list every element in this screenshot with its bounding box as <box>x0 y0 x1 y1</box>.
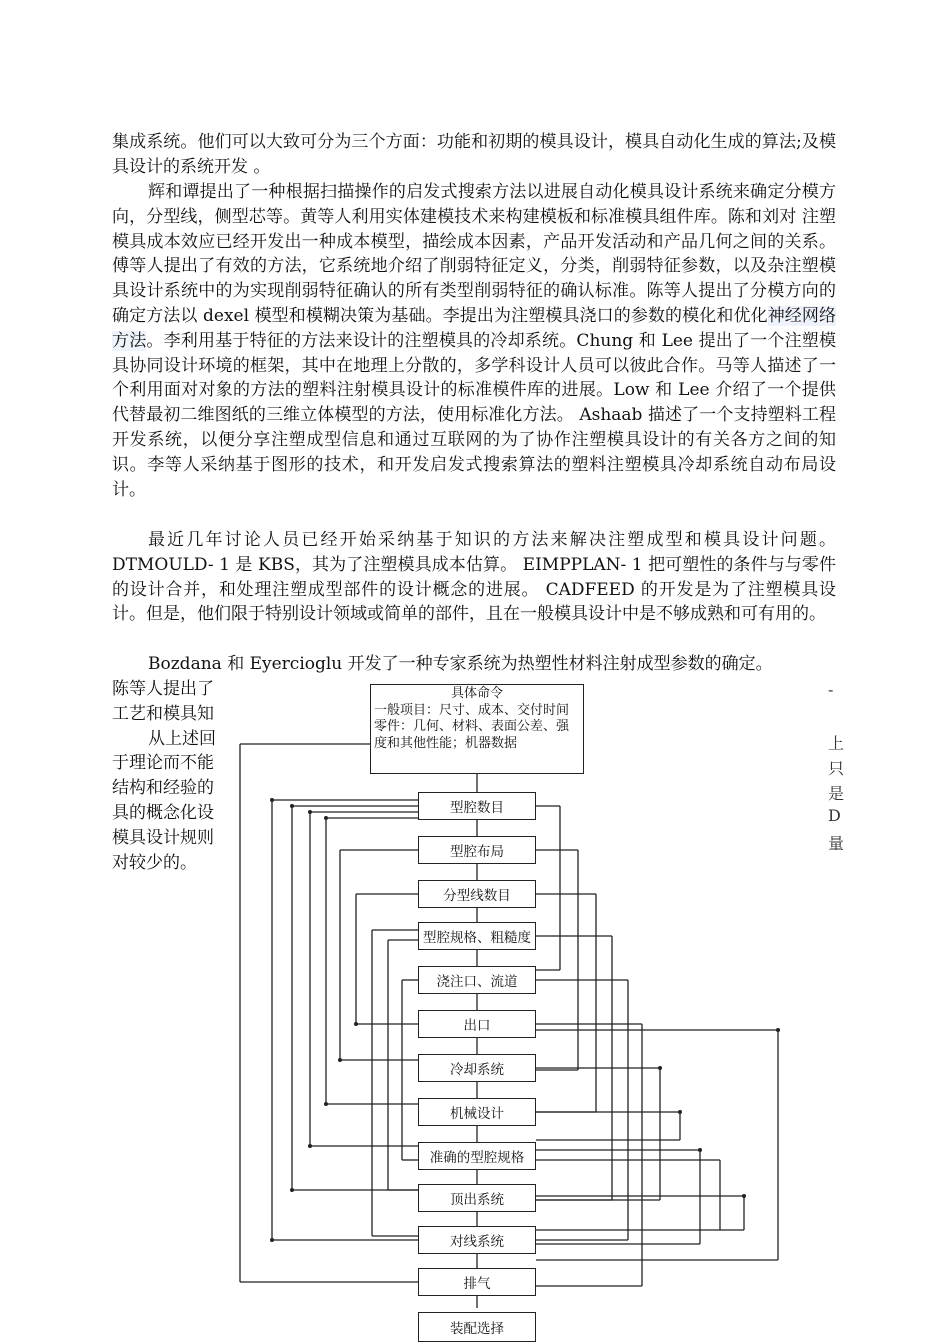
right-fragment: 只 <box>828 759 845 778</box>
step-cavity-layout <box>418 836 536 864</box>
step-gate-runner <box>418 966 536 994</box>
highlighted-term: 神经网络方法 <box>112 305 836 351</box>
step-label: 型腔布局 <box>450 844 504 860</box>
side-line: 结构和经验的 <box>112 778 214 799</box>
step-parting-line-count <box>418 880 536 908</box>
right-fragment: 量 <box>828 834 845 853</box>
step-label: 型腔规格、粗糙度 <box>423 930 531 946</box>
paragraph-2-part-b: 。李利用基于特征的方法来设计的注塑模具的冷却系统。Chung 和 Lee 提出了一个注塑模具协同设计环境的框架，其中在地理上分散的，多学科设计人员可以彼此合作。马等人描述了一个利用面对对象的方法的塑料注射模具设计的标准模件库的进展。Low 和 Lee 介绍了一个提供代替最初二维图纸的三维立体模型的方法，使用标准化方法。 Ashaab 描述了一个支持塑料工程开发系统，以便分享注塑成型信息和通过互联网的为了协作注塑模具设计的有关各方之间的知识。李等人采纳基于图形的技术，和开发启发式搜索算法的塑料注塑模具冷却系统自动布局设计。 <box>112 330 837 500</box>
paragraph-4: Bozdana 和 Eyercioglu 开发了一种专家系统为热塑性材料注射成型参数的确定。 <box>148 654 773 674</box>
side-line: 模具设计规则 <box>112 827 214 848</box>
step-label: 顶出系统 <box>450 1192 504 1208</box>
spec-general-items: 一般项目：尺寸、成本、交付时间 <box>374 702 570 718</box>
step-label: 冷却系统 <box>450 1062 504 1078</box>
side-line: 工艺和模具知 <box>112 703 214 724</box>
step-label: 装配选择 <box>450 1321 504 1337</box>
specification-box <box>370 684 584 774</box>
step-label: 准确的型腔规格 <box>429 1150 525 1166</box>
step-assembly-selection <box>418 1312 536 1342</box>
step-cavity-count <box>418 792 536 820</box>
step-precise-cavity-spec <box>418 1142 536 1170</box>
step-label: 型腔数目 <box>450 800 504 816</box>
step-label: 排气 <box>463 1276 491 1292</box>
step-ejection-system <box>418 1184 536 1212</box>
side-line: 具的概念化设 <box>112 802 214 823</box>
right-fragment: - <box>828 680 834 699</box>
step-outlet <box>418 1010 536 1038</box>
step-cavity-spec-roughness <box>418 922 536 950</box>
side-line: 从上述回 <box>148 728 216 749</box>
step-cooling-system <box>418 1054 536 1082</box>
right-fragment: 是 <box>828 784 845 803</box>
spec-title: 具体命令 <box>450 686 503 701</box>
step-label: 浇注口、流道 <box>436 974 518 990</box>
step-label: 机械设计 <box>450 1106 504 1122</box>
paragraph-1: 集成系统。他们可以大致可分为三个方面：功能和初期的模具设计，模具自动化生成的算法;及模具设计的系统开发 。 <box>112 132 836 177</box>
step-alignment-system <box>418 1226 536 1254</box>
step-label: 对线系统 <box>450 1234 504 1250</box>
paragraph-2-part-a: 辉和谭提出了一种根据扫描操作的启发式搜索方法以进展自动化模具设计系统来确定分模方向，分型线，侧型芯等。黄等人利用实体建模技术来构建模板和标准模具组件库。陈和刘对 注塑模具成本效应已经开发出一种成本模型，描绘成本因素，产品开发活动和产品几何之间的关系。傅等人提出了有效的方法，它系统地介绍了削弱特征定义，分类，削弱特征参数，以及杂注塑模具设计系统中的为实现削弱特征确认的所有类型削弱特征的确认标准。陈等人提出了分模方向的确定方法以 dexel 模型和模糊决策为基础。李提出为注塑模具浇口的参数的模化和优化 <box>112 182 836 326</box>
step-venting <box>418 1268 536 1296</box>
side-line: 陈等人提出了 <box>112 679 214 699</box>
step-label: 出口 <box>463 1018 491 1034</box>
step-mechanical-design <box>418 1098 536 1126</box>
right-fragment: 上 <box>828 734 845 753</box>
spec-part-items: 零件：几何、材料、表面公差、强度和其他性能；机器数据 <box>374 719 570 751</box>
paragraph-3: 最近几年讨论人员已经开始采纳基于知识的方法来解决注塑成型和模具设计问题。 DTMOULD- 1 是 KBS，其为了注塑模具成本估算。 EIMPPLAN- 1 把可塑性的条件与与零件的设计合并，和处理注塑成型部件的设计概念的进展。 CADFEED 的开发是为了注塑模具设计。但是，他们限于特别设计领域或简单的部件，且在一般模具设计中是不够成熟和可有用的。 <box>112 530 836 625</box>
side-line: 对较少的。 <box>112 852 197 873</box>
right-fragment: D <box>828 806 841 825</box>
side-line: 于理论而不能 <box>112 753 214 774</box>
step-label: 分型线数目 <box>443 888 511 904</box>
